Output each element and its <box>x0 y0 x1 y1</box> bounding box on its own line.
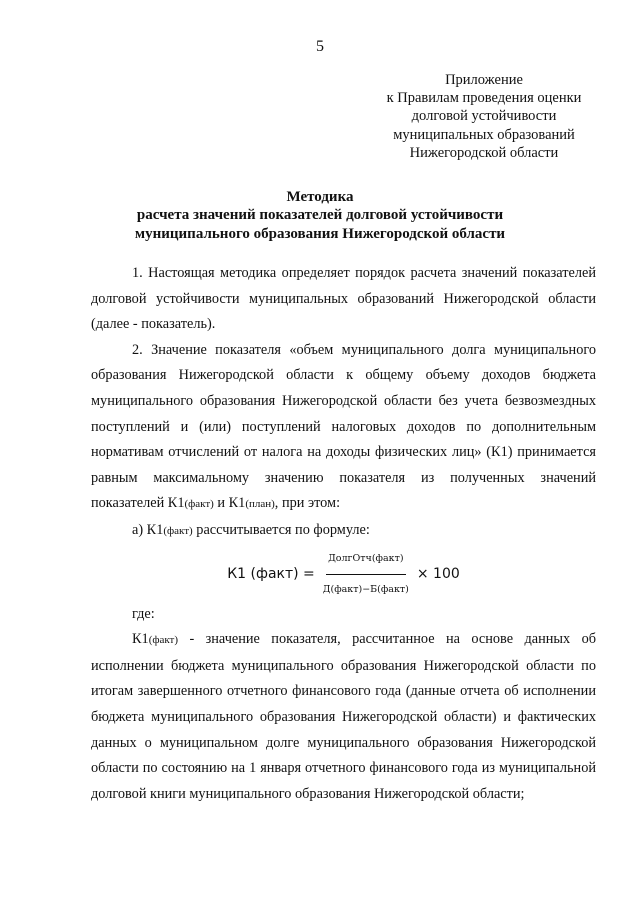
appendix-line: муниципальных образований <box>393 126 575 143</box>
page-number: 5 <box>316 38 324 55</box>
formula-lhs: К1 (факт) = <box>227 565 315 582</box>
formula-numerator: ДолгОтч(факт) <box>326 546 406 575</box>
title-line: муниципального образования Нижегородской области <box>134 225 506 242</box>
item-a <box>91 518 596 545</box>
subscript-plan: (план) <box>245 498 275 511</box>
appendix-line: долговой устойчивости <box>411 108 557 125</box>
paragraph-2 <box>91 338 596 518</box>
appendix-header <box>372 71 596 162</box>
formula <box>91 548 596 602</box>
definition-subscript: (факт) <box>148 634 179 647</box>
document-body <box>91 261 596 807</box>
definition-prefix: К1 <box>132 631 149 648</box>
formula-fraction <box>321 546 411 602</box>
document-title <box>90 188 550 243</box>
formula-denominator: Д(факт)−Б(факт) <box>322 584 409 596</box>
formula-rhs: × 100 <box>416 565 460 582</box>
item-a-subscript: (факт) <box>163 524 193 537</box>
appendix-line: Приложение <box>445 72 523 88</box>
subscript-fact: (факт) <box>184 498 214 511</box>
paragraph-1: 1. Настоящая методика определяет порядок расчета значений показателей долговой устойчивости муниципальных образований Нижегородской области (далее - показатель). <box>91 265 596 333</box>
title-line: расчета значений показателей долговой устойчивости <box>136 207 504 224</box>
paragraph-2-middle: и К1 <box>213 495 246 512</box>
appendix-line: Нижегородской области <box>409 144 559 161</box>
appendix-line: к Правилам проведения оценки <box>386 90 582 107</box>
item-a-suffix: рассчитывается по формуле: <box>192 521 370 538</box>
definition-paragraph <box>91 627 596 807</box>
paragraph-2-text: 2. Значение показателя «объем муниципального долга муниципального образования Нижегородской области к общему объему доходов бюджета муниципального образования Нижегородской области без учета безвозмездных поступлений и (или) поступлений налоговых доходов по дополнительным нормативам отчислений от налога на доходы физических лиц» (К1) принимается равным максимальному значению показателя из полученных значений показателей К1 <box>91 341 596 512</box>
item-a-prefix: а) К1 <box>132 521 164 538</box>
where-label: где: <box>132 605 155 622</box>
paragraph-2-end: , при этом: <box>274 495 341 512</box>
definition-text: - значение показателя, рассчитанное на основе данных об исполнении бюджета муниципального образования Нижегородской области по итогам завершенного отчетного финансового года (данные отчета об исполнении бюджета муниципального образования Нижегородской области) и фактических данных о муниципальном долге муниципального образования Нижегородской области по состоянию на 1 января отчетного финансового года из муниципальной долговой книги муниципального образования Нижегородской области; <box>91 631 596 802</box>
title-line: Методика <box>286 189 354 205</box>
